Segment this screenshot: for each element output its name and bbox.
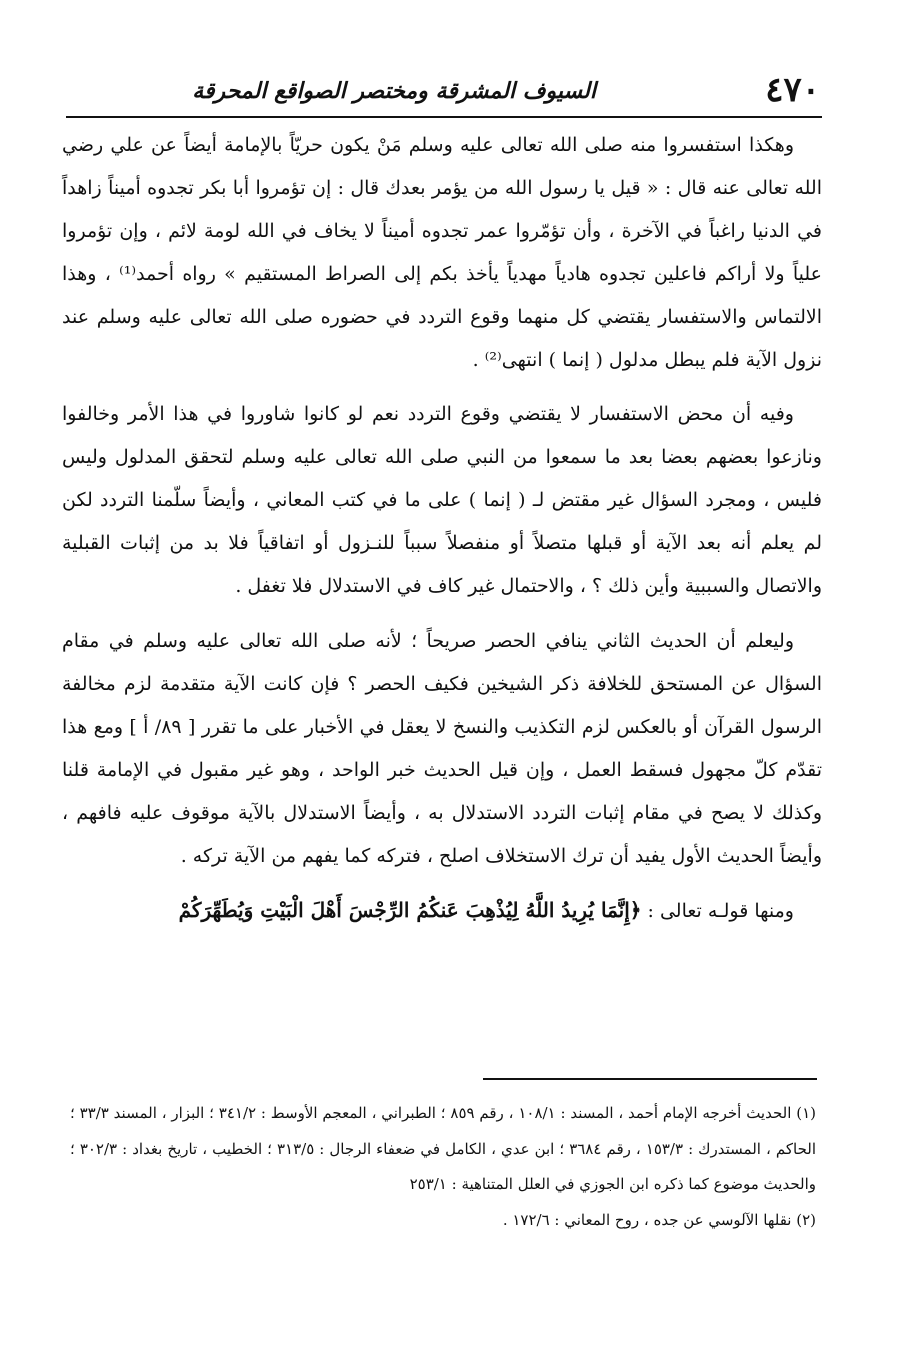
paragraph-1: وهكذا استفسروا منه صلى الله تعالى عليه وسلم مَنْ يكون حريّاً بالإمامة أيضاً عن علي رضي الله تعالى عنه قال : « قيل يا رسول الله من يؤمر بعدك قال : إن تؤمروا أبا بكر تجدوه أميناً زاهداً في الدنيا راغباً في الآخرة ، وأن تؤمّروا عمر تجدوه أميناً لا يخاف في الله لومة لائم ، وإن تؤمروا علياً ولا أراكم فاعلين تجدوه هادياً مهدياً يأخذ بكم إلى الصراط المستقيم » رواه أحمد⁽¹⁾ ، وهذا الالتماس والاستفسار يقتضي كل منهما وقوع التردد في حضوره صلى الله تعالى عليه وسلم عند نزول الآية فلم يبطل مدلول ( إنما ) انتهى⁽²⁾ .: [62, 134, 822, 371]
verse-intro: ومنها قولـه تعالى :: [641, 900, 794, 923]
page-number: ٤٧٠: [765, 70, 820, 110]
footnote-rule: [483, 1078, 817, 1080]
paragraph-3: وليعلم أن الحديث الثاني ينافي الحصر صريحاً ؛ لأنه صلى الله تعالى عليه وسلم في مقام السؤال عن المستحق للخلافة ذكر الشيخين فكيف الحصر ؟ فإن كانت الآية متقدمة لزم مخالفة الرسول القرآن أو بالعكس لزم التكذيب والنسخ لا يعقل في الأخبار على ما تقرر [ ٨٩/ أ ] ومع هذا تقدّم كلّ مجهول فسقط العمل ، وإن قيل الحديث خبر الواحد ، وهو غير مقبول في الإمامة قلنا وكذلك لا يصح في مقام إثبات التردد الاستدلال به ، وأيضاً الاستدلال بالآية موقوف عليه فافهم ، وأيضاً الحديث الأول يفيد أن ترك الاستخلاف اصلح ، فتركه كما يفهم من الآية تركه .: [62, 629, 822, 867]
paragraph-2: وفيه أن محض الاستفسار لا يقتضي وقوع التردد نعم لو كانوا شاوروا في هذا الأمر وخالفوا ونازعوا بعضهم بعضا بعد ما سمعوا من النبي صلى الله تعالى عليه وسلم لتحقق المدلول وليس فليس ، ومجرد السؤال غير مقتض لـ ( إنما ) على ما في كتب المعاني ، وأيضاً سلّمنا التردد لكن لم يعلم أنه بعد الآية أو قبلها متصلاً أو منفصلاً سبباً للنـزول أو اتفاقياً فلا بد من إثبات القبلية والاتصال والسببية وأين ذلك ؟ ، والاحتمال غير كاف في الاستدلال فلا تغفل .: [62, 403, 822, 598]
header-rule: [66, 116, 822, 118]
footnotes: [70, 1096, 816, 1238]
footnote-2: (٢) نقلها الآلوسي عن جده ، روح المعاني : ١٧٢/٦ .: [502, 1210, 816, 1229]
quran-verse: ﴿إِنَّمَا يُرِيدُ اللَّهُ لِيُذْهِبَ عَنكُمُ الرِّجْسَ أَهْلَ الْبَيْتِ وَيُطَهِّرَكُمْ: [178, 898, 642, 923]
page-header: [66, 62, 822, 120]
paragraph-4: [62, 889, 822, 933]
main-text: [62, 124, 822, 933]
running-title: السيوف المشرقة ومختصر الصواقع المحرقة: [192, 78, 596, 104]
footnote-1: (١) الحديث أخرجه الإمام أحمد ، المسند : ١٠٨/١ ، رقم ٨٥٩ ؛ الطبراني ، المعجم الأوسط : ٣٤١/٢ ؛ البزار ، المسند ٣٣/٣ ؛ الحاكم ، المستدرك : ١٥٣/٣ ، رقم ٣٦٨٤ ؛ ابن عدي ، الكامل في ضعفاء الرجال : ٣١٣/٥ ؛ الخطيب ، تاريخ بغداد : ٣٠٢/٣ ؛ والحديث موضوع كما ذكره ابن الجوزي في العلل المتناهية : ٢٥٣/١: [70, 1104, 816, 1193]
